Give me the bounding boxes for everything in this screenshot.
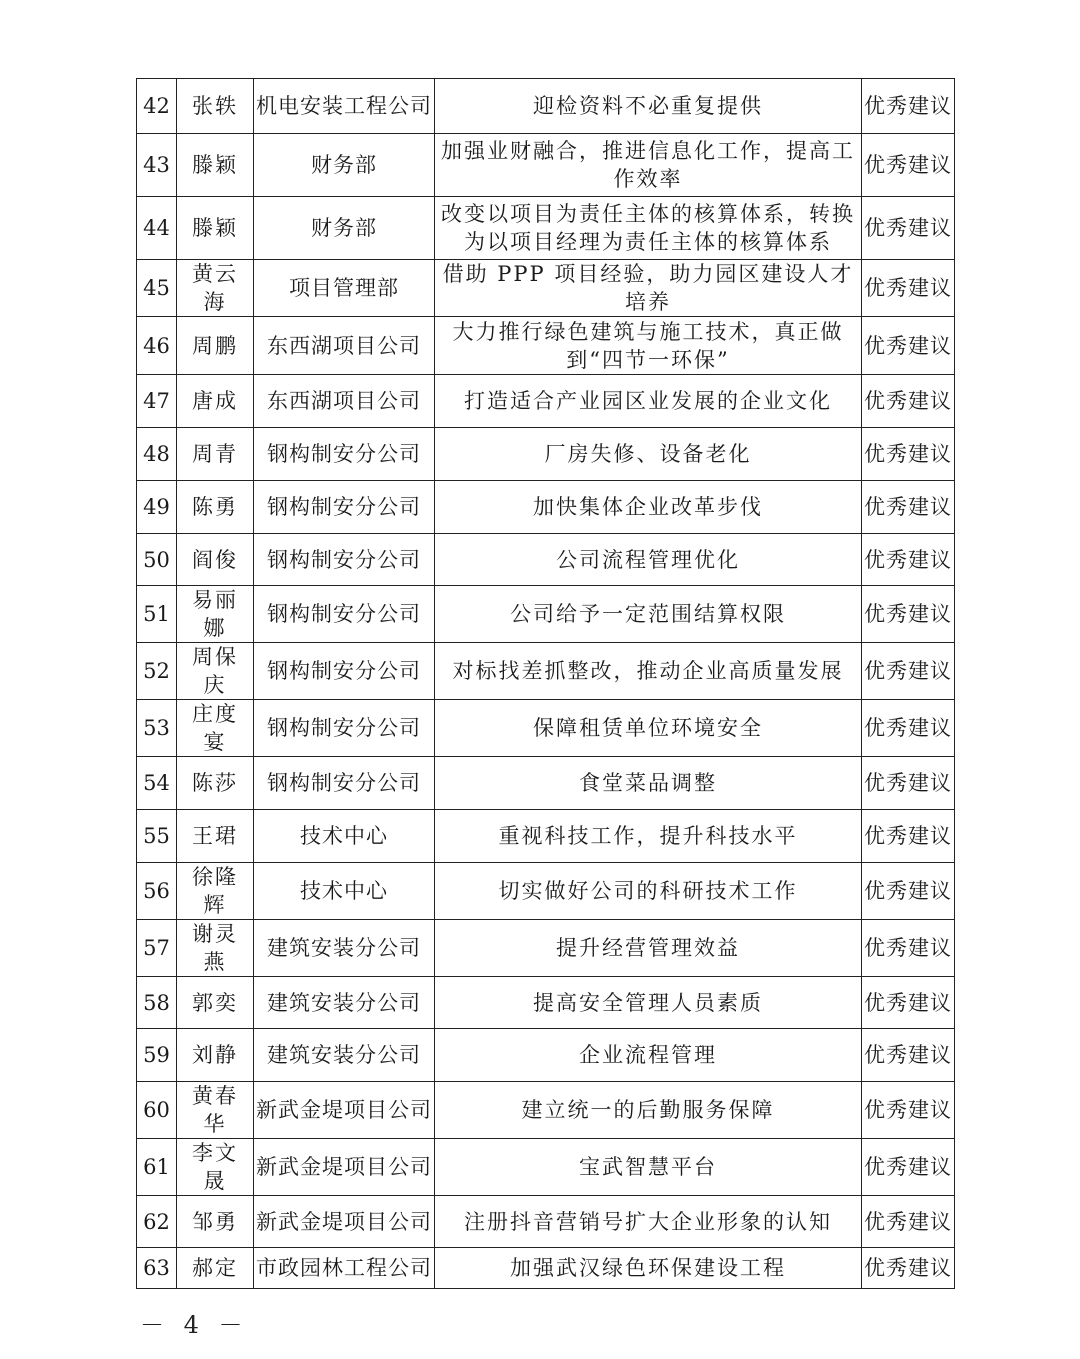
rating-label: 优秀建议 bbox=[862, 1029, 955, 1082]
suggestion-title: 公司给予一定范围结算权限 bbox=[435, 586, 862, 643]
row-number: 59 bbox=[137, 1029, 177, 1082]
table-row bbox=[137, 260, 955, 317]
person-name: 陈勇 bbox=[177, 481, 254, 534]
person-name: 滕颖 bbox=[177, 134, 254, 197]
department: 钢构制安分公司 bbox=[254, 643, 435, 700]
person-name: 李文晟 bbox=[177, 1139, 254, 1196]
person-name: 邹勇 bbox=[177, 1196, 254, 1248]
row-number: 57 bbox=[137, 920, 177, 977]
row-number: 51 bbox=[137, 586, 177, 643]
person-name: 滕颖 bbox=[177, 197, 254, 260]
person-name: 黄春华 bbox=[177, 1082, 254, 1139]
row-number: 58 bbox=[137, 977, 177, 1029]
person-name: 庄度宴 bbox=[177, 700, 254, 757]
row-number: 61 bbox=[137, 1139, 177, 1196]
person-name: 周青 bbox=[177, 428, 254, 481]
table-row bbox=[137, 134, 955, 197]
department: 东西湖项目公司 bbox=[254, 317, 435, 375]
row-number: 45 bbox=[137, 260, 177, 317]
row-number: 49 bbox=[137, 481, 177, 534]
rating-label: 优秀建议 bbox=[862, 260, 955, 317]
suggestion-title: 公司流程管理优化 bbox=[435, 534, 862, 586]
department: 东西湖项目公司 bbox=[254, 375, 435, 428]
row-number: 63 bbox=[137, 1248, 177, 1289]
person-name: 陈莎 bbox=[177, 757, 254, 810]
table-body bbox=[137, 79, 955, 1289]
department: 项目管理部 bbox=[254, 260, 435, 317]
table-row bbox=[137, 863, 955, 920]
department: 新武金堤项目公司 bbox=[254, 1082, 435, 1139]
rating-label: 优秀建议 bbox=[862, 920, 955, 977]
department: 建筑安装分公司 bbox=[254, 920, 435, 977]
suggestion-title: 建立统一的后勤服务保障 bbox=[435, 1082, 862, 1139]
rating-label: 优秀建议 bbox=[862, 317, 955, 375]
department: 建筑安装分公司 bbox=[254, 1029, 435, 1082]
suggestion-title: 借助 PPP 项目经验，助力园区建设人才培养 bbox=[435, 260, 862, 317]
table-row bbox=[137, 1139, 955, 1196]
table-row bbox=[137, 810, 955, 863]
person-name: 周保庆 bbox=[177, 643, 254, 700]
department: 钢构制安分公司 bbox=[254, 428, 435, 481]
rating-label: 优秀建议 bbox=[862, 197, 955, 260]
person-name: 易丽娜 bbox=[177, 586, 254, 643]
suggestion-title: 迎检资料不必重复提供 bbox=[435, 79, 862, 134]
department: 新武金堤项目公司 bbox=[254, 1139, 435, 1196]
rating-label: 优秀建议 bbox=[862, 534, 955, 586]
person-name: 张轶 bbox=[177, 79, 254, 134]
rating-label: 优秀建议 bbox=[862, 481, 955, 534]
table-row bbox=[137, 586, 955, 643]
table-row bbox=[137, 1196, 955, 1248]
table-row bbox=[137, 757, 955, 810]
department: 市政园林工程公司 bbox=[254, 1248, 435, 1289]
rating-label: 优秀建议 bbox=[862, 1082, 955, 1139]
table-row bbox=[137, 481, 955, 534]
rating-label: 优秀建议 bbox=[862, 977, 955, 1029]
suggestion-title: 打造适合产业园区业发展的企业文化 bbox=[435, 375, 862, 428]
row-number: 60 bbox=[137, 1082, 177, 1139]
person-name: 唐成 bbox=[177, 375, 254, 428]
suggestion-title: 改变以项目为责任主体的核算体系，转换为以项目经理为责任主体的核算体系 bbox=[435, 197, 862, 260]
row-number: 50 bbox=[137, 534, 177, 586]
suggestion-title: 提升经营管理效益 bbox=[435, 920, 862, 977]
department: 机电安装工程公司 bbox=[254, 79, 435, 134]
row-number: 44 bbox=[137, 197, 177, 260]
person-name: 刘静 bbox=[177, 1029, 254, 1082]
department: 钢构制安分公司 bbox=[254, 700, 435, 757]
suggestion-title: 企业流程管理 bbox=[435, 1029, 862, 1082]
suggestion-title: 保障租赁单位环境安全 bbox=[435, 700, 862, 757]
rating-label: 优秀建议 bbox=[862, 79, 955, 134]
suggestion-title: 食堂菜品调整 bbox=[435, 757, 862, 810]
rating-label: 优秀建议 bbox=[862, 134, 955, 197]
person-name: 黄云海 bbox=[177, 260, 254, 317]
person-name: 周鹏 bbox=[177, 317, 254, 375]
suggestion-title: 重视科技工作，提升科技水平 bbox=[435, 810, 862, 863]
suggestion-title: 对标找差抓整改，推动企业高质量发展 bbox=[435, 643, 862, 700]
department: 钢构制安分公司 bbox=[254, 534, 435, 586]
suggestion-title: 加强业财融合，推进信息化工作，提高工作效率 bbox=[435, 134, 862, 197]
suggestion-title: 提高安全管理人员素质 bbox=[435, 977, 862, 1029]
rating-label: 优秀建议 bbox=[862, 586, 955, 643]
rating-label: 优秀建议 bbox=[862, 700, 955, 757]
row-number: 55 bbox=[137, 810, 177, 863]
department: 技术中心 bbox=[254, 863, 435, 920]
page-number: － 4 － bbox=[140, 1311, 249, 1339]
person-name: 王珺 bbox=[177, 810, 254, 863]
department: 财务部 bbox=[254, 197, 435, 260]
rating-label: 优秀建议 bbox=[862, 810, 955, 863]
suggestion-title: 加强武汉绿色环保建设工程 bbox=[435, 1248, 862, 1289]
suggestion-title: 注册抖音营销号扩大企业形象的认知 bbox=[435, 1196, 862, 1248]
rating-label: 优秀建议 bbox=[862, 643, 955, 700]
table-row bbox=[137, 700, 955, 757]
table-row bbox=[137, 643, 955, 700]
suggestion-title: 宝武智慧平台 bbox=[435, 1139, 862, 1196]
suggestion-title: 加快集体企业改革步伐 bbox=[435, 481, 862, 534]
row-number: 62 bbox=[137, 1196, 177, 1248]
department: 钢构制安分公司 bbox=[254, 757, 435, 810]
person-name: 阎俊 bbox=[177, 534, 254, 586]
department: 钢构制安分公司 bbox=[254, 586, 435, 643]
rating-label: 优秀建议 bbox=[862, 375, 955, 428]
rating-label: 优秀建议 bbox=[862, 1139, 955, 1196]
suggestion-title: 切实做好公司的科研技术工作 bbox=[435, 863, 862, 920]
suggestion-title: 厂房失修、设备老化 bbox=[435, 428, 862, 481]
row-number: 54 bbox=[137, 757, 177, 810]
row-number: 47 bbox=[137, 375, 177, 428]
suggestions-table bbox=[136, 78, 955, 1289]
person-name: 谢灵燕 bbox=[177, 920, 254, 977]
row-number: 46 bbox=[137, 317, 177, 375]
table-row bbox=[137, 79, 955, 134]
department: 建筑安装分公司 bbox=[254, 977, 435, 1029]
department: 新武金堤项目公司 bbox=[254, 1196, 435, 1248]
row-number: 42 bbox=[137, 79, 177, 134]
table-row bbox=[137, 977, 955, 1029]
rating-label: 优秀建议 bbox=[862, 428, 955, 481]
table-row bbox=[137, 317, 955, 375]
department: 财务部 bbox=[254, 134, 435, 197]
table-row bbox=[137, 428, 955, 481]
rating-label: 优秀建议 bbox=[862, 863, 955, 920]
table-row bbox=[137, 1029, 955, 1082]
row-number: 43 bbox=[137, 134, 177, 197]
rating-label: 优秀建议 bbox=[862, 1196, 955, 1248]
department: 钢构制安分公司 bbox=[254, 481, 435, 534]
person-name: 郭奕 bbox=[177, 977, 254, 1029]
table-row bbox=[137, 1248, 955, 1289]
suggestion-title: 大力推行绿色建筑与施工技术，真正做到“四节一环保” bbox=[435, 317, 862, 375]
rating-label: 优秀建议 bbox=[862, 1248, 955, 1289]
person-name: 徐隆辉 bbox=[177, 863, 254, 920]
person-name: 郝定 bbox=[177, 1248, 254, 1289]
table-row bbox=[137, 534, 955, 586]
row-number: 48 bbox=[137, 428, 177, 481]
table-row bbox=[137, 920, 955, 977]
row-number: 52 bbox=[137, 643, 177, 700]
rating-label: 优秀建议 bbox=[862, 757, 955, 810]
table-row bbox=[137, 1082, 955, 1139]
table-row bbox=[137, 197, 955, 260]
department: 技术中心 bbox=[254, 810, 435, 863]
row-number: 56 bbox=[137, 863, 177, 920]
table-row bbox=[137, 375, 955, 428]
row-number: 53 bbox=[137, 700, 177, 757]
